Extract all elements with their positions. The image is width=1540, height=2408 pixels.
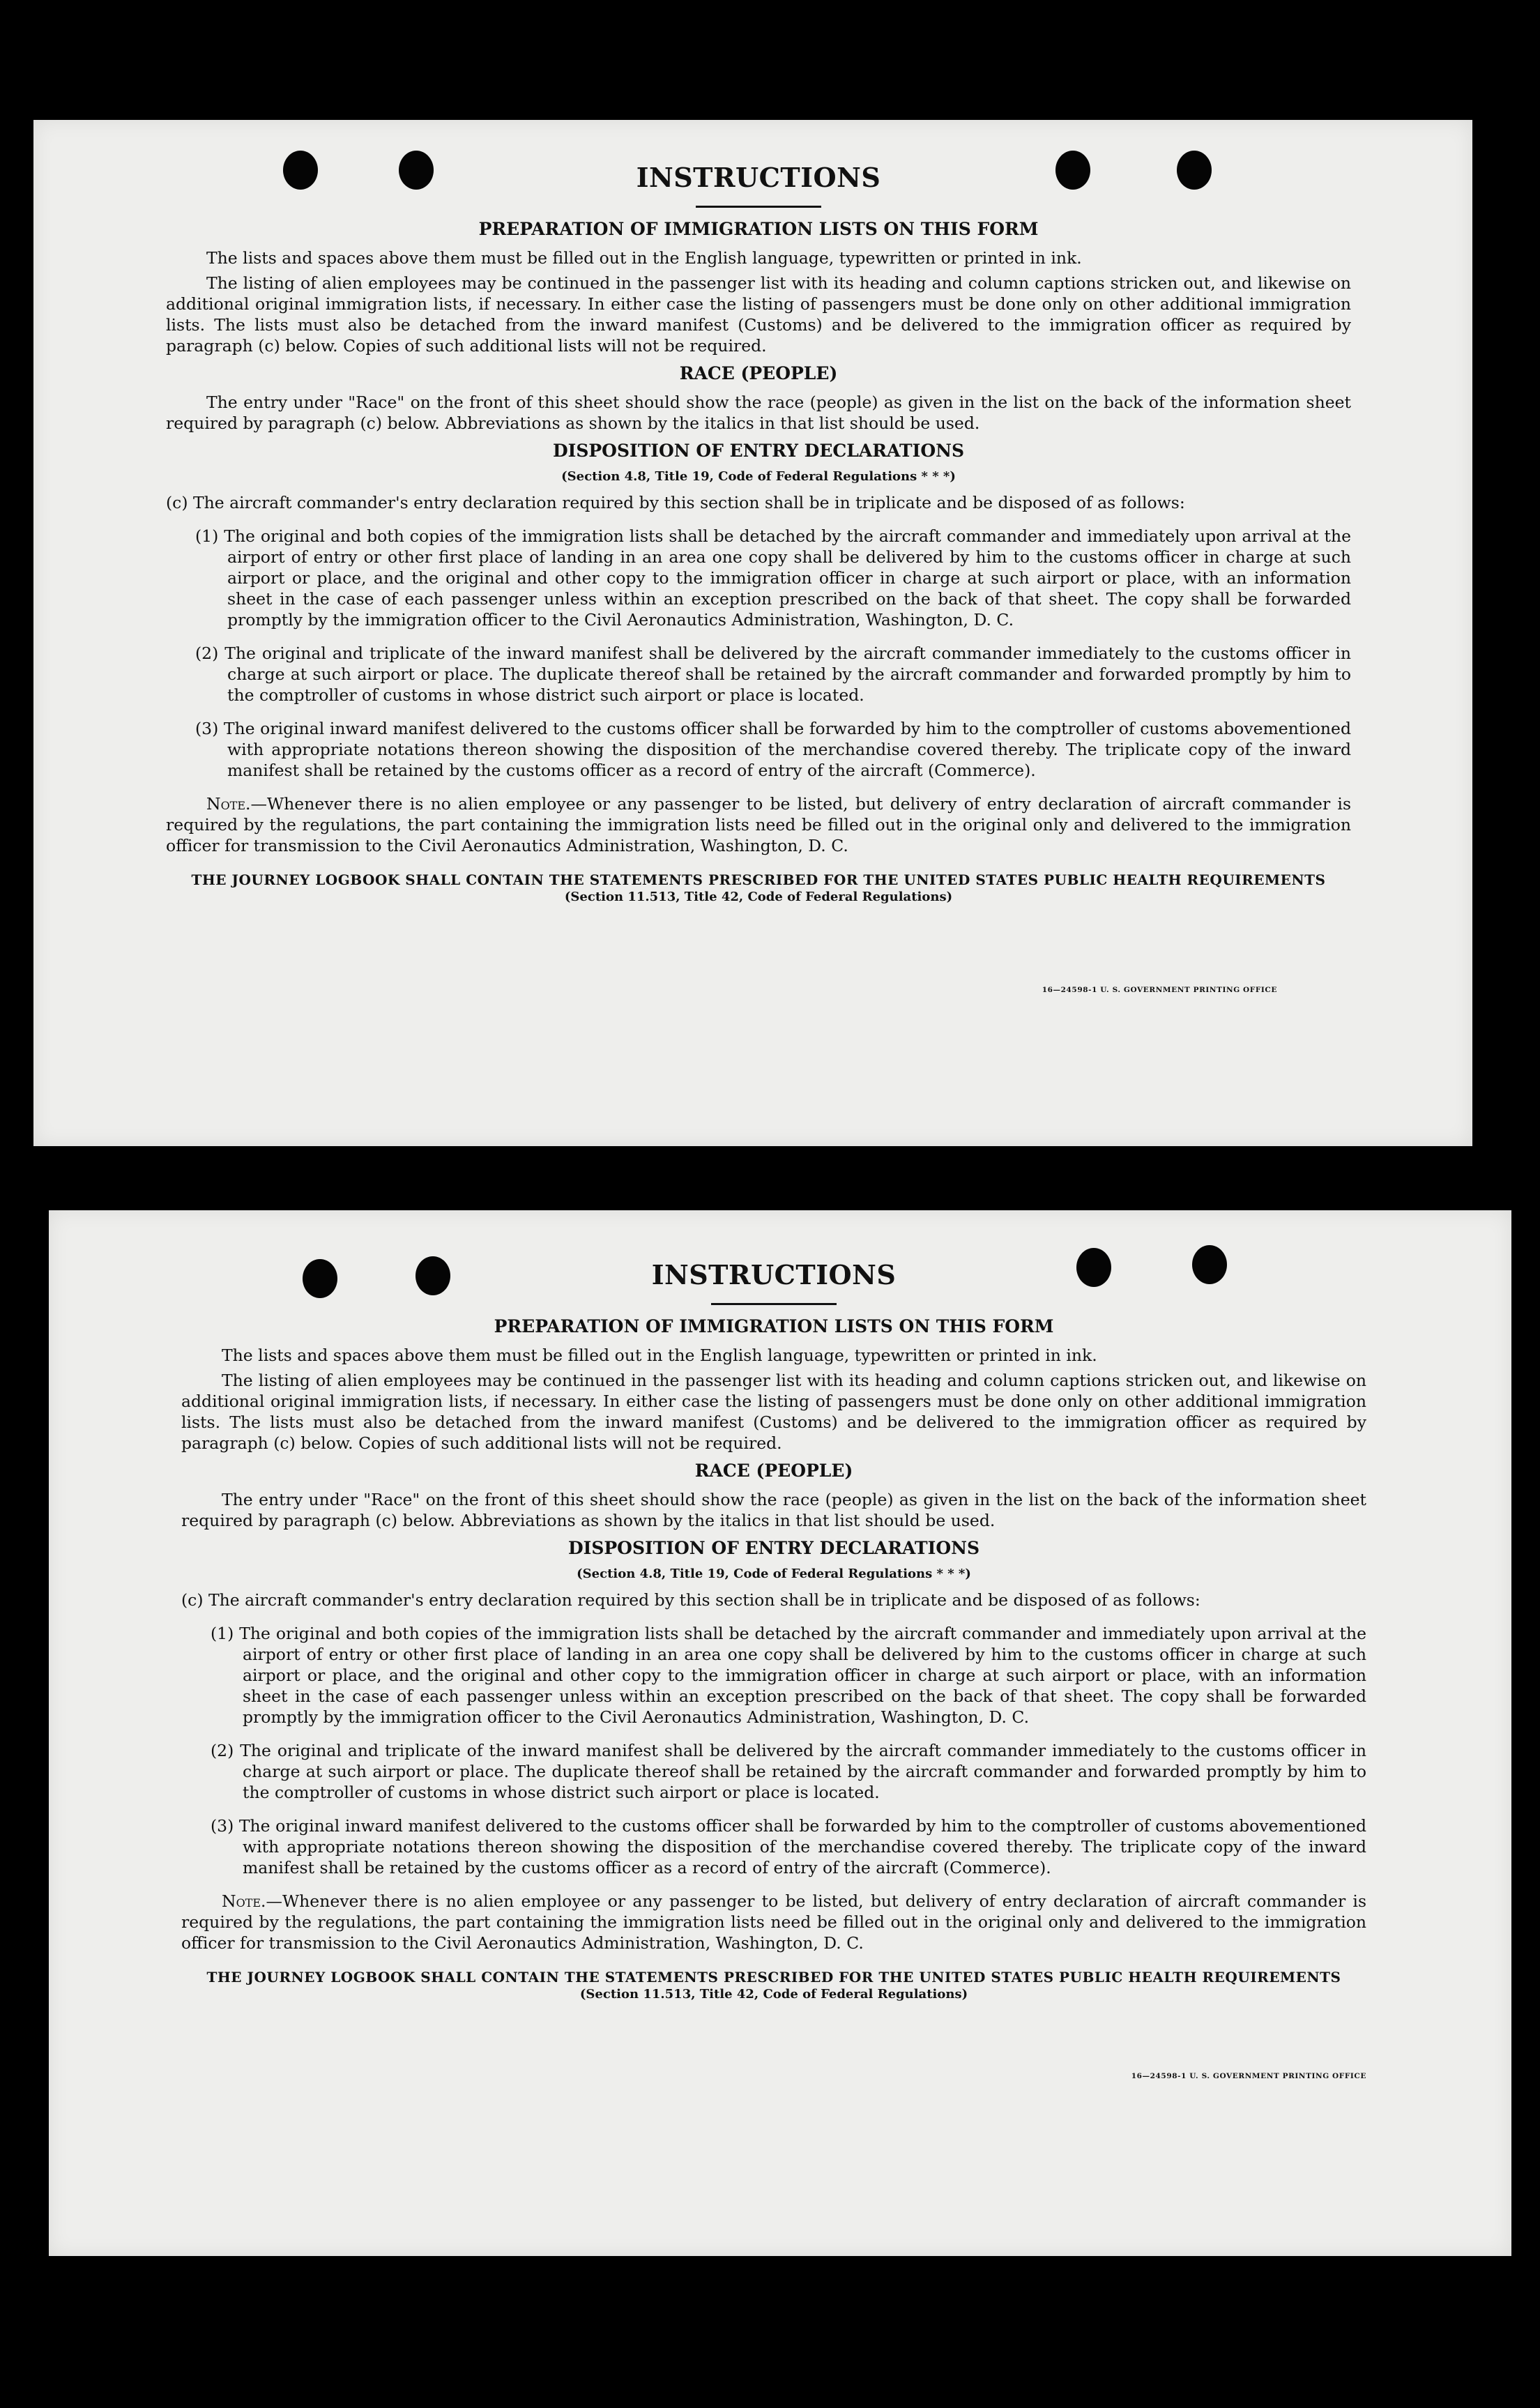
logbook-citation: (Section 11.513, Title 42, Code of Federal Regulations): [564, 890, 953, 904]
list-item-2: (2) The original and triplicate of the inward manifest shall be delivered by the aircraft commander immediately to the customs officer in charge at such airport or place. The duplicate thereof shall be retained by the aircraft commander and forwarded promptly by him to the comptroller of customs in whose district such airport or place is located.: [195, 643, 1351, 705]
document-sheet-bottom: [49, 1210, 1511, 2256]
paragraph-preparation-2: The listing of alien employees may be continued in the passenger list with its heading and column captions stricken out, and likewise on additional original immigration lists, if necessary. In either case the listing of passengers must be done only on other additional immigration lists. The lists must also be detached from the inward manifest (Customs) and be delivered to the immigration officer as required by paragraph (c) below. Copies of such additional lists will not be required.: [181, 1371, 1366, 1453]
note-paragraph: [166, 793, 1351, 856]
heading-preparation: PREPARATION OF IMMIGRATION LISTS ON THIS FORM: [494, 1316, 1054, 1336]
heading-race: RACE (PEOPLE): [694, 1461, 853, 1481]
paragraph-race: The entry under "Race" on the front of this sheet should show the race (people) as given in the list on the back of the information sheet required by paragraph (c) below. Abbreviations as shown by the italics in that list should be used.: [181, 1490, 1366, 1530]
list-item-3: (3) The original inward manifest delivered to the customs officer shall be forwarded by him to the comptroller of customs abovementioned with appropriate notations thereon showing the disposition of the merchandise covered thereby. The triplicate copy of the inward manifest shall be retained by the customs officer as a record of entry of the aircraft (Commerce).: [195, 719, 1351, 780]
title-rule: [696, 206, 821, 208]
paragraph-preparation-2: The listing of alien employees may be continued in the passenger list with its heading and column captions stricken out, and likewise on additional original immigration lists, if necessary. In either case the listing of passengers must be done only on other additional immigration lists. The lists must also be detached from the inward manifest (Customs) and be delivered to the immigration officer as required by paragraph (c) below. Copies of such additional lists will not be required.: [166, 273, 1351, 356]
note-label: Note.: [206, 794, 251, 814]
disposition-citation: (Section 4.8, Title 19, Code of Federal Regulations * * *): [577, 1567, 971, 1581]
clause-c: (c) The aircraft commander's entry declaration required by this section shall be in triplicate and be disposed of as follows:: [181, 1590, 1200, 1610]
list-item-2: (2) The original and triplicate of the inward manifest shall be delivered by the aircraft commander immediately to the customs officer in charge at such airport or place. The duplicate thereof shall be retained by the aircraft commander and forwarded promptly by him to the comptroller of customs in whose district such airport or place is located.: [211, 1741, 1366, 1802]
heading-race: RACE (PEOPLE): [679, 363, 838, 383]
document-sheet-top: [33, 120, 1472, 1146]
printer-footer: 16—24598-1 U. S. GOVERNMENT PRINTING OFFICE: [1042, 986, 1277, 994]
title-rule: [711, 1303, 837, 1305]
paragraph-race: The entry under "Race" on the front of this sheet should show the race (people) as given in the list on the back of the information sheet required by paragraph (c) below. Abbreviations as shown by the italics in that list should be used.: [166, 393, 1351, 433]
page-title: INSTRUCTIONS: [636, 162, 881, 193]
paragraph-preparation-1: The lists and spaces above them must be filled out in the English language, typewritten or printed in ink.: [206, 248, 1082, 268]
list-item-1: (1) The original and both copies of the immigration lists shall be detached by the aircraft commander and immediately upon arrival at the airport of entry or other first place of landing in an area one copy shall be delivered by him to the customs officer in charge at such airport or place, and the original and other copy to the immigration officer in charge at such airport or place, with an information sheet in the case of each passenger unless within an exception prescribed on the back of that sheet. The copy shall be forwarded promptly by the immigration officer to the Civil Aeronautics Administration, Washington, D. C.: [211, 1624, 1366, 1727]
note-text: —Whenever there is no alien employee or any passenger to be listed, but delivery of entry declaration of aircraft commander is required by the regulations, the part containing the immigration lists need be filled out in the original only and delivered to the immigration officer for transmission to the Civil Aeronautics Administration, Washington, D. C.: [181, 1891, 1366, 1953]
paragraph-preparation-1: The lists and spaces above them must be filled out in the English language, typewritten or printed in ink.: [222, 1346, 1097, 1365]
note-text: —Whenever there is no alien employee or any passenger to be listed, but delivery of entry declaration of aircraft commander is required by the regulations, the part containing the immigration lists need be filled out in the original only and delivered to the immigration officer for transmission to the Civil Aeronautics Administration, Washington, D. C.: [166, 794, 1351, 855]
note-paragraph: [181, 1891, 1366, 1953]
logbook-statement: THE JOURNEY LOGBOOK SHALL CONTAIN THE STATEMENTS PRESCRIBED FOR THE UNITED STATES PUBLIC HEALTH REQUIREMENTS: [191, 871, 1326, 888]
heading-disposition: DISPOSITION OF ENTRY DECLARATIONS: [552, 441, 965, 461]
instructions-content: [181, 1259, 1366, 2002]
disposition-citation: (Section 4.8, Title 19, Code of Federal Regulations * * *): [561, 469, 956, 484]
printer-footer: 16—24598-1 U. S. GOVERNMENT PRINTING OFFICE: [1131, 2072, 1366, 2080]
heading-preparation: PREPARATION OF IMMIGRATION LISTS ON THIS FORM: [478, 219, 1039, 239]
list-item-1: (1) The original and both copies of the immigration lists shall be detached by the aircraft commander and immediately upon arrival at the airport of entry or other first place of landing in an area one copy shall be delivered by him to the customs officer in charge at such airport or place, and the original and other copy to the immigration officer in charge at such airport or place, with an information sheet in the case of each passenger unless within an exception prescribed on the back of that sheet. The copy shall be forwarded promptly by the immigration officer to the Civil Aeronautics Administration, Washington, D. C.: [195, 526, 1351, 630]
clause-c: (c) The aircraft commander's entry declaration required by this section shall be in triplicate and be disposed of as follows:: [166, 493, 1185, 512]
heading-disposition: DISPOSITION OF ENTRY DECLARATIONS: [567, 1538, 980, 1558]
logbook-citation: (Section 11.513, Title 42, Code of Federal Regulations): [579, 1987, 968, 2002]
logbook-statement: THE JOURNEY LOGBOOK SHALL CONTAIN THE STATEMENTS PRESCRIBED FOR THE UNITED STATES PUBLIC HEALTH REQUIREMENTS: [206, 1969, 1341, 1986]
page-title: INSTRUCTIONS: [651, 1259, 897, 1290]
list-item-3: (3) The original inward manifest delivered to the customs officer shall be forwarded by him to the comptroller of customs abovementioned with appropriate notations thereon showing the disposition of the merchandise covered thereby. The triplicate copy of the inward manifest shall be retained by the customs officer as a record of entry of the aircraft (Commerce).: [211, 1816, 1366, 1877]
note-label: Note.: [222, 1891, 266, 1911]
instructions-content: [166, 162, 1351, 904]
